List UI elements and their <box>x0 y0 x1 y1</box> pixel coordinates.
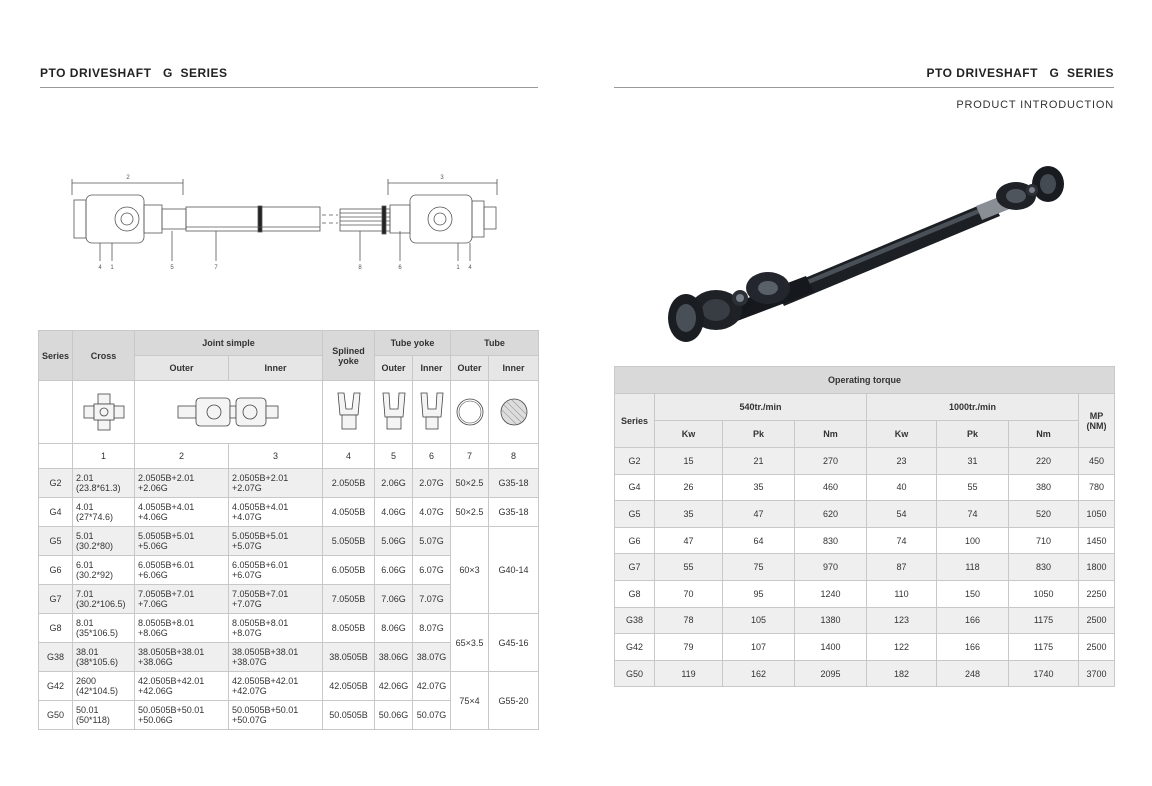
spec-number-7: 7 <box>451 444 489 469</box>
spec-header-outer: Outer <box>135 356 229 381</box>
torque-pk-1000: 31 <box>937 448 1009 475</box>
spec-header-series: Series <box>39 331 73 381</box>
torque-pk-540: 162 <box>723 660 795 687</box>
spec-ty-outer: 8.06G <box>375 614 413 643</box>
spec-outer <box>135 672 229 701</box>
spec-tube-outer-merged: 60×3 <box>451 527 489 614</box>
spec-header-cross: Cross <box>73 331 135 381</box>
diagram-label-8: 8 <box>358 265 362 271</box>
spec-header-splined-yoke: Splined yoke <box>323 331 375 381</box>
spec-icon-empty <box>39 381 73 444</box>
spec-icon-row <box>39 381 539 444</box>
spec-ty-inner: 50.07G <box>413 701 451 730</box>
torque-nm-540: 830 <box>795 527 867 554</box>
spec-outer-a: 38.0505B+38.01 <box>138 647 205 657</box>
torque-table <box>614 366 1115 687</box>
spec-cross <box>73 498 135 527</box>
spec-series: G42 <box>39 672 73 701</box>
diagram-label-1b: 1 <box>456 265 460 271</box>
torque-mp: 1050 <box>1079 501 1115 528</box>
spec-table <box>38 330 539 730</box>
spec-cross <box>73 672 135 701</box>
torque-pk-540: 107 <box>723 634 795 661</box>
spec-inner-b: +6.07G <box>232 570 262 580</box>
joint-simple-icon <box>135 381 323 444</box>
product-introduction-subtitle: PRODUCT INTRODUCTION <box>956 99 1114 111</box>
spec-inner-b: +2.07G <box>232 483 262 493</box>
torque-kw-1000: 54 <box>867 501 937 528</box>
torque-nm-540: 620 <box>795 501 867 528</box>
spec-series: G4 <box>39 498 73 527</box>
spec-tube-inner-merged: G40-14 <box>489 527 539 614</box>
torque-nm-1000: 830 <box>1009 554 1079 581</box>
spec-tube-outer-merged: 65×3.5 <box>451 614 489 672</box>
torque-header-kw-540: Kw <box>655 421 723 448</box>
torque-header-nm-1000: Nm <box>1009 421 1079 448</box>
torque-mp: 2500 <box>1079 607 1115 634</box>
spec-inner <box>229 614 323 643</box>
torque-nm-1000: 1050 <box>1009 580 1079 607</box>
spec-inner <box>229 672 323 701</box>
spec-splined: 4.0505B <box>323 498 375 527</box>
diagram-label-4b: 4 <box>468 265 472 271</box>
tube-yoke-inner-icon <box>413 381 451 444</box>
spec-cross-dim: (27*74.6) <box>76 512 114 522</box>
spec-series: G6 <box>39 556 73 585</box>
table-row <box>39 527 539 556</box>
torque-kw-1000: 87 <box>867 554 937 581</box>
spec-header-tube-outer: Outer <box>451 356 489 381</box>
torque-header-1000: 1000tr./min <box>867 394 1079 421</box>
torque-kw-1000: 123 <box>867 607 937 634</box>
spec-number-8: 8 <box>489 444 539 469</box>
table-row <box>39 469 539 498</box>
torque-header-series: Series <box>615 394 655 448</box>
torque-header-pk-1000: Pk <box>937 421 1009 448</box>
tube-outer-icon <box>451 381 489 444</box>
torque-series: G4 <box>615 474 655 501</box>
spec-splined: 6.0505B <box>323 556 375 585</box>
spec-ty-inner: 6.07G <box>413 556 451 585</box>
spec-cross-code: 5.01 <box>76 531 94 541</box>
spec-inner <box>229 556 323 585</box>
spec-cross-code: 8.01 <box>76 618 94 628</box>
spec-series: G50 <box>39 701 73 730</box>
spec-inner-a: 7.0505B+7.01 <box>232 589 289 599</box>
torque-kw-1000: 74 <box>867 527 937 554</box>
spec-cross-dim: (23.8*61.3) <box>76 483 121 493</box>
spec-ty-inner: 8.07G <box>413 614 451 643</box>
spec-tube-outer: 50×2.5 <box>451 498 489 527</box>
spec-header-joint-simple: Joint simple <box>135 331 323 356</box>
spec-tube-outer-merged: 75×4 <box>451 672 489 730</box>
spec-outer <box>135 469 229 498</box>
spec-inner-b: +4.07G <box>232 512 262 522</box>
spec-outer <box>135 556 229 585</box>
spec-ty-outer: 42.06G <box>375 672 413 701</box>
torque-pk-1000: 166 <box>937 607 1009 634</box>
torque-nm-1000: 220 <box>1009 448 1079 475</box>
spec-outer-a: 2.0505B+2.01 <box>138 473 195 483</box>
torque-nm-540: 2095 <box>795 660 867 687</box>
spec-number-row <box>39 444 539 469</box>
diagram-label-5: 5 <box>170 265 174 271</box>
right-page-title: PTO DRIVESHAFT G SERIES <box>926 66 1114 80</box>
torque-kw-540: 78 <box>655 607 723 634</box>
spec-number-2: 2 <box>135 444 229 469</box>
torque-pk-1000: 100 <box>937 527 1009 554</box>
spec-header-tube: Tube <box>451 331 539 356</box>
spec-outer-a: 42.0505B+42.01 <box>138 676 205 686</box>
torque-pk-540: 105 <box>723 607 795 634</box>
table-row <box>615 580 1115 607</box>
spec-inner <box>229 527 323 556</box>
spec-inner-b: +50.07G <box>232 715 267 725</box>
spec-inner-a: 4.0505B+4.01 <box>232 502 289 512</box>
spec-outer-b: +38.06G <box>138 657 173 667</box>
spec-ty-outer: 5.06G <box>375 527 413 556</box>
spec-cross-code: 38.01 <box>76 647 99 657</box>
torque-kw-1000: 182 <box>867 660 937 687</box>
spec-outer-a: 4.0505B+4.01 <box>138 502 195 512</box>
spec-inner-a: 5.0505B+5.01 <box>232 531 289 541</box>
torque-kw-1000: 40 <box>867 474 937 501</box>
torque-header-pk-540: Pk <box>723 421 795 448</box>
torque-nm-1000: 1740 <box>1009 660 1079 687</box>
torque-kw-540: 35 <box>655 501 723 528</box>
table-row <box>615 660 1115 687</box>
torque-kw-540: 26 <box>655 474 723 501</box>
table-row <box>615 607 1115 634</box>
spec-cross-dim: (35*106.5) <box>76 628 119 638</box>
spec-outer-b: +4.06G <box>138 512 168 522</box>
left-header-rule <box>40 87 538 88</box>
torque-series: G7 <box>615 554 655 581</box>
spec-cross-code: 7.01 <box>76 589 94 599</box>
table-row <box>39 498 539 527</box>
torque-pk-540: 21 <box>723 448 795 475</box>
torque-mp: 2500 <box>1079 634 1115 661</box>
spec-inner-b: +7.07G <box>232 599 262 609</box>
torque-nm-540: 1400 <box>795 634 867 661</box>
driveshaft-diagram <box>60 165 530 280</box>
spec-inner <box>229 469 323 498</box>
spec-splined: 38.0505B <box>323 643 375 672</box>
spec-series: G38 <box>39 643 73 672</box>
spec-series: G5 <box>39 527 73 556</box>
torque-kw-540: 70 <box>655 580 723 607</box>
tube-yoke-outer-icon <box>375 381 413 444</box>
spec-tube-inner: G35-18 <box>489 498 539 527</box>
spec-inner <box>229 643 323 672</box>
torque-mp: 3700 <box>1079 660 1115 687</box>
spec-cross-code: 4.01 <box>76 502 94 512</box>
torque-nm-540: 460 <box>795 474 867 501</box>
spec-cross-dim: (30.2*106.5) <box>76 599 126 609</box>
torque-kw-1000: 110 <box>867 580 937 607</box>
torque-nm-540: 1240 <box>795 580 867 607</box>
spec-tube-inner-merged: G55-20 <box>489 672 539 730</box>
spec-number-5: 5 <box>375 444 413 469</box>
torque-mp: 2250 <box>1079 580 1115 607</box>
spec-outer-a: 5.0505B+5.01 <box>138 531 195 541</box>
diagram-label-7: 7 <box>214 265 218 271</box>
spec-ty-outer: 50.06G <box>375 701 413 730</box>
diagram-label-1: 1 <box>110 265 114 271</box>
spec-inner-a: 8.0505B+8.01 <box>232 618 289 628</box>
tube-inner-icon <box>489 381 539 444</box>
torque-nm-1000: 520 <box>1009 501 1079 528</box>
spec-series: G8 <box>39 614 73 643</box>
torque-kw-540: 119 <box>655 660 723 687</box>
spec-ty-inner: 7.07G <box>413 585 451 614</box>
spec-tube-inner: G35-18 <box>489 469 539 498</box>
spec-number-6: 6 <box>413 444 451 469</box>
spec-cross <box>73 527 135 556</box>
spec-number-4: 4 <box>323 444 375 469</box>
torque-mp: 780 <box>1079 474 1115 501</box>
torque-pk-540: 95 <box>723 580 795 607</box>
spec-inner-a: 42.0505B+42.01 <box>232 676 299 686</box>
spec-ty-inner: 4.07G <box>413 498 451 527</box>
torque-series: G50 <box>615 660 655 687</box>
diagram-label-6: 6 <box>398 265 402 271</box>
table-row <box>615 474 1115 501</box>
torque-mp: 1450 <box>1079 527 1115 554</box>
diagram-label-4: 4 <box>98 265 102 271</box>
torque-header-kw-1000: Kw <box>867 421 937 448</box>
spec-outer <box>135 527 229 556</box>
torque-pk-540: 75 <box>723 554 795 581</box>
torque-nm-540: 270 <box>795 448 867 475</box>
torque-series: G2 <box>615 448 655 475</box>
spec-inner-b: +5.07G <box>232 541 262 551</box>
torque-header-540: 540tr./min <box>655 394 867 421</box>
spec-cross <box>73 614 135 643</box>
torque-nm-540: 970 <box>795 554 867 581</box>
spec-cross <box>73 585 135 614</box>
spec-outer <box>135 701 229 730</box>
spec-outer <box>135 585 229 614</box>
spec-ty-inner: 38.07G <box>413 643 451 672</box>
torque-pk-540: 47 <box>723 501 795 528</box>
spec-outer-b: +2.06G <box>138 483 168 493</box>
spec-header-tube-yoke: Tube yoke <box>375 331 451 356</box>
spec-cross-code: 6.01 <box>76 560 94 570</box>
torque-series: G6 <box>615 527 655 554</box>
spec-cross <box>73 643 135 672</box>
torque-header-nm-540: Nm <box>795 421 867 448</box>
spec-ty-outer: 2.06G <box>375 469 413 498</box>
table-row <box>615 527 1115 554</box>
diagram-label-3: 3 <box>440 175 444 181</box>
torque-mp: 450 <box>1079 448 1115 475</box>
spec-outer-a: 7.0505B+7.01 <box>138 589 195 599</box>
spec-ty-inner: 42.07G <box>413 672 451 701</box>
left-page-title: PTO DRIVESHAFT G SERIES <box>40 66 228 80</box>
spec-tube-inner-merged: G45-16 <box>489 614 539 672</box>
spec-cross-dim: (50*118) <box>76 715 110 725</box>
table-row <box>615 448 1115 475</box>
spec-number-3: 3 <box>229 444 323 469</box>
spec-splined: 2.0505B <box>323 469 375 498</box>
spec-header-inner: Inner <box>229 356 323 381</box>
spec-splined: 5.0505B <box>323 527 375 556</box>
spec-cross-dim: (30.2*92) <box>76 570 114 580</box>
spec-inner-b: +42.07G <box>232 686 267 696</box>
spec-header-ty-inner: Inner <box>413 356 451 381</box>
table-row <box>615 501 1115 528</box>
spec-cross-dim: (30.2*80) <box>76 541 114 551</box>
torque-kw-540: 47 <box>655 527 723 554</box>
torque-kw-1000: 122 <box>867 634 937 661</box>
right-header-rule <box>614 87 1114 88</box>
spec-number-1: 1 <box>73 444 135 469</box>
torque-pk-540: 64 <box>723 527 795 554</box>
spec-splined: 8.0505B <box>323 614 375 643</box>
torque-kw-540: 15 <box>655 448 723 475</box>
torque-series: G5 <box>615 501 655 528</box>
spec-outer-b: +42.06G <box>138 686 173 696</box>
spec-inner <box>229 585 323 614</box>
spec-outer <box>135 643 229 672</box>
spec-header-tube-inner: Inner <box>489 356 539 381</box>
spec-inner-a: 6.0505B+6.01 <box>232 560 289 570</box>
spec-splined: 50.0505B <box>323 701 375 730</box>
cross-part-icon <box>73 381 135 444</box>
spec-inner-a: 2.0505B+2.01 <box>232 473 289 483</box>
torque-kw-540: 55 <box>655 554 723 581</box>
spec-outer-a: 8.0505B+8.01 <box>138 618 195 628</box>
spec-outer <box>135 498 229 527</box>
spec-cross-dim: (42*104.5) <box>76 686 119 696</box>
spec-inner-a: 38.0505B+38.01 <box>232 647 299 657</box>
spec-tube-outer: 50×2.5 <box>451 469 489 498</box>
spec-ty-inner: 5.07G <box>413 527 451 556</box>
spec-cross <box>73 556 135 585</box>
spec-splined: 7.0505B <box>323 585 375 614</box>
torque-pk-1000: 248 <box>937 660 1009 687</box>
torque-pk-1000: 118 <box>937 554 1009 581</box>
spec-cross <box>73 469 135 498</box>
spec-cross-dim: (38*105.6) <box>76 657 119 667</box>
torque-kw-540: 79 <box>655 634 723 661</box>
spec-ty-outer: 6.06G <box>375 556 413 585</box>
table-row <box>39 672 539 701</box>
splined-yoke-icon <box>323 381 375 444</box>
spec-outer-b: +8.06G <box>138 628 168 638</box>
spec-series: G2 <box>39 469 73 498</box>
spec-outer-b: +6.06G <box>138 570 168 580</box>
torque-pk-1000: 74 <box>937 501 1009 528</box>
spec-ty-inner: 2.07G <box>413 469 451 498</box>
spec-outer-a: 6.0505B+6.01 <box>138 560 195 570</box>
table-row <box>615 554 1115 581</box>
driveshaft-product-image <box>656 160 1066 360</box>
spec-outer-b: +5.06G <box>138 541 168 551</box>
spec-ty-outer: 7.06G <box>375 585 413 614</box>
torque-series: G42 <box>615 634 655 661</box>
torque-title: Operating torque <box>615 367 1115 394</box>
torque-nm-1000: 1175 <box>1009 634 1079 661</box>
torque-pk-1000: 150 <box>937 580 1009 607</box>
spec-header-ty-outer: Outer <box>375 356 413 381</box>
torque-pk-1000: 55 <box>937 474 1009 501</box>
torque-pk-1000: 166 <box>937 634 1009 661</box>
torque-nm-1000: 1175 <box>1009 607 1079 634</box>
torque-nm-1000: 380 <box>1009 474 1079 501</box>
table-row <box>615 634 1115 661</box>
spec-inner-a: 50.0505B+50.01 <box>232 705 299 715</box>
spec-cross-code: 2.01 <box>76 473 94 483</box>
diagram-label-2: 2 <box>126 175 130 181</box>
spec-outer-a: 50.0505B+50.01 <box>138 705 205 715</box>
torque-header-mp: MP (NM) <box>1079 394 1115 448</box>
torque-nm-540: 1380 <box>795 607 867 634</box>
torque-mp: 1800 <box>1079 554 1115 581</box>
spec-ty-outer: 38.06G <box>375 643 413 672</box>
table-row <box>39 614 539 643</box>
torque-nm-1000: 710 <box>1009 527 1079 554</box>
spec-outer-b: +7.06G <box>138 599 168 609</box>
torque-pk-540: 35 <box>723 474 795 501</box>
torque-series: G8 <box>615 580 655 607</box>
spec-outer-b: +50.06G <box>138 715 173 725</box>
torque-kw-1000: 23 <box>867 448 937 475</box>
spec-inner-b: +8.07G <box>232 628 262 638</box>
spec-inner-b: +38.07G <box>232 657 267 667</box>
torque-series: G38 <box>615 607 655 634</box>
spec-inner <box>229 701 323 730</box>
spec-cross-code: 50.01 <box>76 705 99 715</box>
spec-splined: 42.0505B <box>323 672 375 701</box>
spec-cross <box>73 701 135 730</box>
spec-number-empty <box>39 444 73 469</box>
spec-series: G7 <box>39 585 73 614</box>
spec-inner <box>229 498 323 527</box>
spec-ty-outer: 4.06G <box>375 498 413 527</box>
spec-outer <box>135 614 229 643</box>
spec-cross-code: 2600 <box>76 676 97 686</box>
